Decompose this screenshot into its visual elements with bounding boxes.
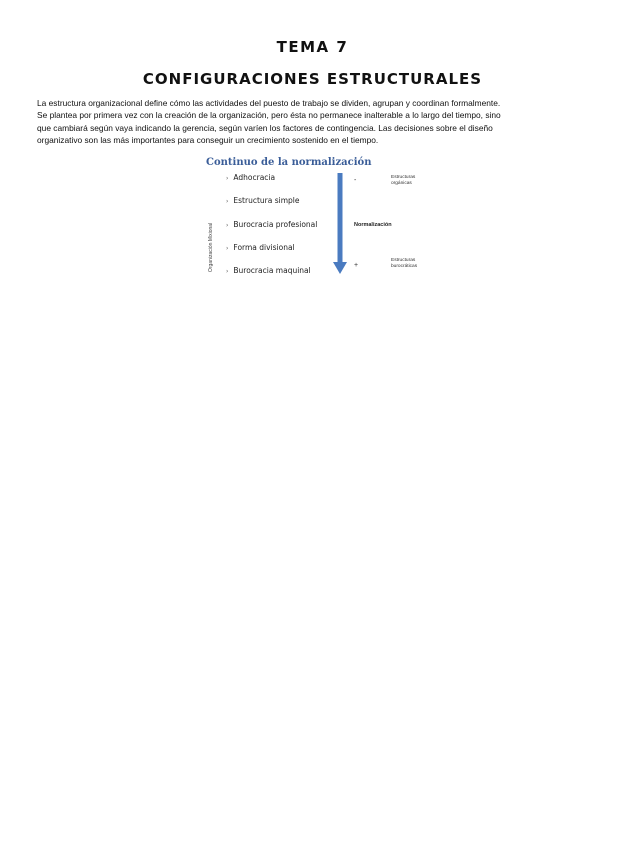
- normalization-label: Normalización: [354, 222, 392, 228]
- paragraph-line: Se plantea por primera vez con la creación de la organización, pero ésta no permanece inalterable a lo largo del tiempo, sino: [37, 110, 501, 121]
- list-item-estructura-simple: [226, 196, 299, 205]
- label-line: burocráticas: [391, 264, 418, 269]
- label-line: Estructuras: [391, 258, 416, 263]
- list-item-label: Burocracia maquinal: [233, 266, 311, 275]
- paragraph-line: La estructura organizacional define cómo las actividades del puesto de trabajo se dividen, agrupan y coordinan formalmente.: [37, 98, 501, 108]
- list-item-label: Adhocracia: [233, 173, 276, 182]
- paragraph-line: organizativo son las más importantes para conseguir un crecimiento sostenido en el tiempo.: [37, 135, 379, 146]
- list-item-forma-divisional: [226, 243, 295, 252]
- bullet-icon: ›: [226, 175, 229, 182]
- bullet-icon: ›: [226, 268, 229, 275]
- bureaucratic-structures-label: [391, 258, 417, 270]
- list-item-burocracia-maquinal: [226, 266, 311, 275]
- bullet-icon: ›: [226, 198, 229, 205]
- list-item-label: Estructura simple: [233, 196, 300, 205]
- minus-sign: -: [354, 177, 357, 184]
- organic-structures-label: [391, 175, 415, 187]
- intro-paragraph: [37, 97, 593, 147]
- down-arrow-icon: [331, 173, 351, 275]
- label-line: Estructuras: [391, 175, 416, 180]
- bullet-icon: ›: [226, 245, 229, 252]
- figure-title: Continuo de la normalización: [206, 157, 372, 168]
- arrow-head: [333, 262, 347, 274]
- list-item-burocracia-profesional: [226, 220, 317, 229]
- list-item-label: Forma divisional: [233, 243, 295, 252]
- list-item-label: Burocracia profesional: [233, 220, 318, 229]
- figure-side-label: Organización Mixional: [208, 222, 214, 272]
- document-subheading: CONFIGURACIONES ESTRUCTURALES: [142, 70, 483, 88]
- bullet-icon: ›: [226, 222, 229, 229]
- document-heading: TEMA 7: [276, 38, 349, 56]
- label-line: orgánicas: [391, 181, 412, 186]
- paragraph-line: que cambiará según vaya indicando la gerencia, según varíen los factores de contingencia. Las decisiones sobre el diseño: [37, 122, 493, 133]
- list-item-adhocracia: [226, 173, 275, 182]
- plus-sign: +: [354, 262, 359, 269]
- normalization-figure: [206, 157, 421, 279]
- arrow-shaft: [338, 173, 343, 263]
